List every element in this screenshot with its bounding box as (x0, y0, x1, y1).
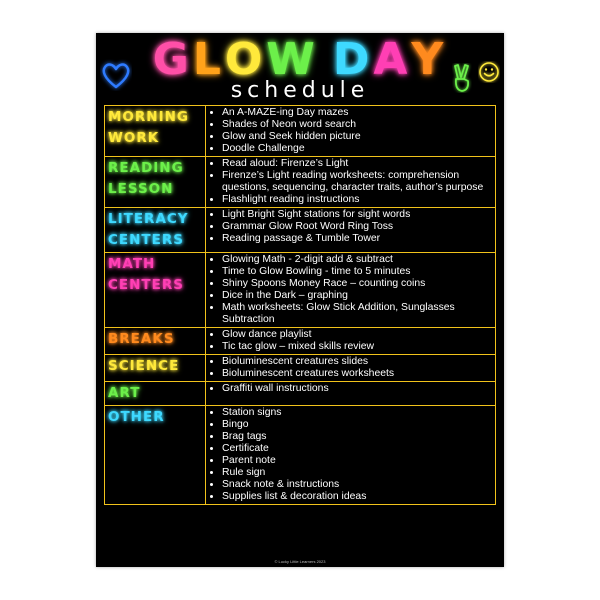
activity-item: • Shiny Spoons Money Race – counting coins (222, 278, 492, 290)
row-label-cell (105, 253, 206, 328)
row-label-cell (105, 382, 206, 406)
row-label-cell (105, 157, 206, 208)
activity-item: • Supplies list & decoration ideas (222, 491, 492, 503)
row-label: LESSON (108, 181, 174, 197)
activity-item: • Station signs (222, 407, 492, 419)
activity-item: • Bioluminescent creatures slides (222, 356, 492, 368)
smiley-icon (478, 61, 500, 83)
schedule-row (105, 355, 496, 382)
activity-list (209, 407, 492, 503)
row-label-cell (105, 208, 206, 253)
row-items-cell (206, 406, 496, 505)
activity-item: • Tic tac glow – mixed skills review (222, 341, 492, 353)
copyright-footer: © Lucky Little Learners 2023 (274, 559, 326, 564)
row-items-cell (206, 157, 496, 208)
row-label: ART (108, 385, 141, 401)
row-label: CENTERS (108, 277, 184, 293)
activity-item: • Shades of Neon word search (222, 119, 492, 131)
activity-item: • Firenze’s Light reading worksheets: comprehension questions, sequencing, character traits, author’s purpose (222, 170, 492, 194)
activity-item: • Flashlight reading instructions (222, 194, 492, 206)
activity-list (209, 158, 492, 206)
activity-list (209, 329, 492, 353)
activity-item: • Glow dance playlist (222, 329, 492, 341)
activity-item: • Bingo (222, 419, 492, 431)
schedule-row (105, 328, 496, 355)
row-items-cell (206, 208, 496, 253)
activity-list (209, 383, 492, 395)
row-label: BREAKS (108, 331, 175, 347)
activity-item: • Glow and Seek hidden picture (222, 131, 492, 143)
title-letter: W (266, 34, 319, 85)
activity-item: • An A-MAZE-ing Day mazes (222, 107, 492, 119)
activity-list (209, 356, 492, 380)
schedule-poster (96, 33, 504, 567)
activity-item: • Brag tags (222, 431, 492, 443)
activity-item: • Read aloud: Firenze’s Light (222, 158, 492, 170)
title-letter: Y (411, 34, 448, 85)
row-label-cell (105, 406, 206, 505)
row-label: SCIENCE (108, 358, 180, 374)
activity-item: • Doodle Challenge (222, 143, 492, 155)
activity-item: • Dice in the Dark – graphing (222, 290, 492, 302)
activity-item: • Bioluminescent creatures worksheets (222, 368, 492, 380)
row-items-cell (206, 253, 496, 328)
row-items-cell (206, 106, 496, 157)
peace-sign-icon (452, 63, 472, 93)
row-label: WORK (108, 130, 160, 146)
title-letter: L (192, 34, 225, 85)
row-label: LITERACY (108, 211, 189, 227)
schedule-row (105, 253, 496, 328)
title-letter: A (373, 34, 412, 85)
title-letter: G (152, 34, 193, 85)
activity-item: • Graffiti wall instructions (222, 383, 492, 395)
schedule-row (105, 382, 496, 406)
row-label: MORNING (108, 109, 190, 125)
page-subtitle: schedule (230, 78, 370, 103)
activity-item: • Certificate (222, 443, 492, 455)
row-items-cell (206, 355, 496, 382)
activity-item: • Light Bright Sight stations for sight words (222, 209, 492, 221)
activity-item: • Rule sign (222, 467, 492, 479)
activity-item: • Glowing Math - 2-digit add & subtract (222, 254, 492, 266)
row-label-cell (105, 328, 206, 355)
row-label: MATH (108, 256, 156, 272)
activity-item: • Time to Glow Bowling - time to 5 minutes (222, 266, 492, 278)
row-label-cell (105, 355, 206, 382)
title-letter: O (224, 34, 267, 85)
schedule-row (105, 208, 496, 253)
row-items-cell (206, 382, 496, 406)
header (96, 33, 504, 103)
activity-list (209, 209, 492, 245)
schedule-row (105, 106, 496, 157)
activity-item: • Parent note (222, 455, 492, 467)
schedule-row (105, 157, 496, 208)
activity-list (209, 254, 492, 326)
row-label: CENTERS (108, 232, 184, 248)
row-label: OTHER (108, 409, 165, 425)
activity-item: • Snack note & instructions (222, 479, 492, 491)
row-label: READING (108, 160, 184, 176)
title-letter: D (332, 34, 374, 85)
activity-list (209, 107, 492, 155)
row-label-cell (105, 106, 206, 157)
activity-item: • Grammar Glow Root Word Ring Toss (222, 221, 492, 233)
activity-item: • Reading passage & Tumble Tower (222, 233, 492, 245)
schedule-table (104, 105, 496, 505)
activity-item: • Math worksheets: Glow Stick Addition, Sunglasses Subtraction (222, 302, 492, 326)
schedule-row (105, 406, 496, 505)
row-items-cell (206, 328, 496, 355)
